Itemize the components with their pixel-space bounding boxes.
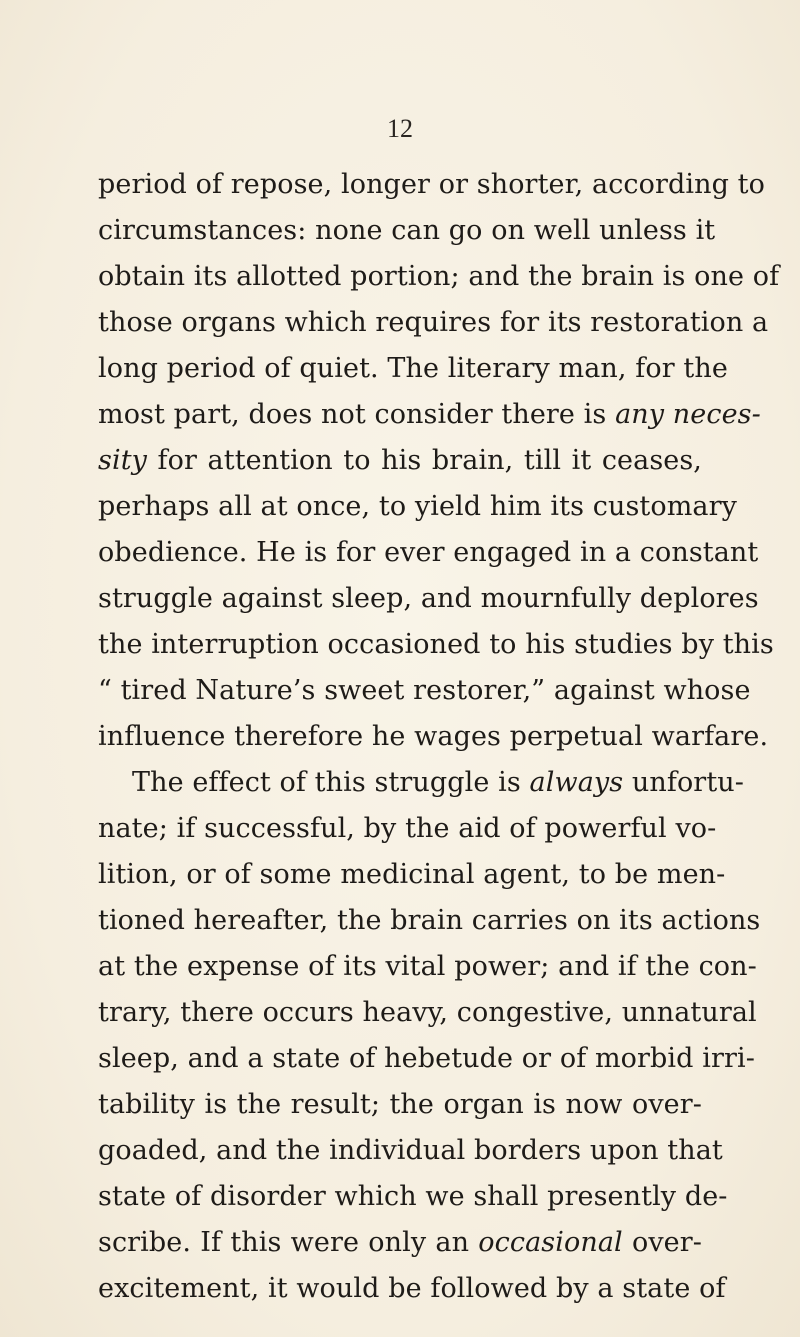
text-line-16: lition, or of some medicinal agent, to be men- — [98, 859, 726, 890]
text-line-6 — [98, 397, 761, 433]
text-line-12: “ tired Nature’s sweet restorer,” against whose — [98, 675, 751, 706]
text-line-3: obtain its allotted portion; and the brain is one of — [98, 261, 780, 292]
text-line-15: nate; if successful, by the aid of powerful vo- — [98, 813, 717, 844]
text-line-21: tability is the result; the organ is now over- — [98, 1089, 702, 1120]
text-line-1: period of repose, longer or shorter, according to — [98, 169, 765, 200]
italic-sity: sity — [98, 445, 147, 476]
text-line-14-end: unfortu- — [623, 767, 744, 798]
page-number: 12 — [387, 114, 413, 143]
text-line-14-start: The effect of this struggle is — [132, 767, 530, 798]
text-line-20: sleep, and a state of hebetude or of morbid irri- — [98, 1043, 755, 1074]
text-line-17: tioned hereafter, the brain carries on its actions — [98, 905, 761, 936]
text-line-24 — [98, 1225, 702, 1261]
text-line-9: obedience. He is for ever engaged in a constant — [98, 537, 759, 568]
text-line-8: perhaps all at once, to yield him its customary — [98, 491, 737, 522]
text-line-13: influence therefore he wages perpetual warfare. — [98, 721, 769, 752]
text-line-23: state of disorder which we shall presently de- — [98, 1181, 728, 1212]
text-line-6-start: most part, does not consider there is — [98, 399, 616, 430]
italic-occasional: occasional — [478, 1227, 623, 1258]
text-line-19: trary, there occurs heavy, congestive, unnatural — [98, 997, 757, 1028]
text-line-2: circumstances: none can go on well unless it — [98, 215, 716, 246]
text-line-11: the interruption occasioned to his studies by this — [98, 629, 774, 660]
text-line-10: struggle against sleep, and mournfully deplores — [98, 583, 759, 614]
text-line-24-end: over- — [622, 1227, 702, 1258]
italic-always: always — [529, 767, 624, 798]
italic-any-neces: any neces- — [615, 399, 761, 430]
text-line-24-start: scribe. If this were only an — [98, 1227, 479, 1258]
text-line-18: at the expense of its vital power; and if the con- — [98, 951, 757, 982]
text-line-7-rest: for attention to his brain, till it ceases, — [147, 445, 702, 476]
text-line-7 — [98, 443, 702, 479]
text-line-14 — [132, 765, 744, 801]
text-line-25: excitement, it would be followed by a state of — [98, 1273, 726, 1304]
text-line-22: goaded, and the individual borders upon that — [98, 1135, 723, 1166]
text-line-4: those organs which requires for its restoration a — [98, 307, 769, 338]
text-line-5: long period of quiet. The literary man, for the — [98, 353, 728, 384]
